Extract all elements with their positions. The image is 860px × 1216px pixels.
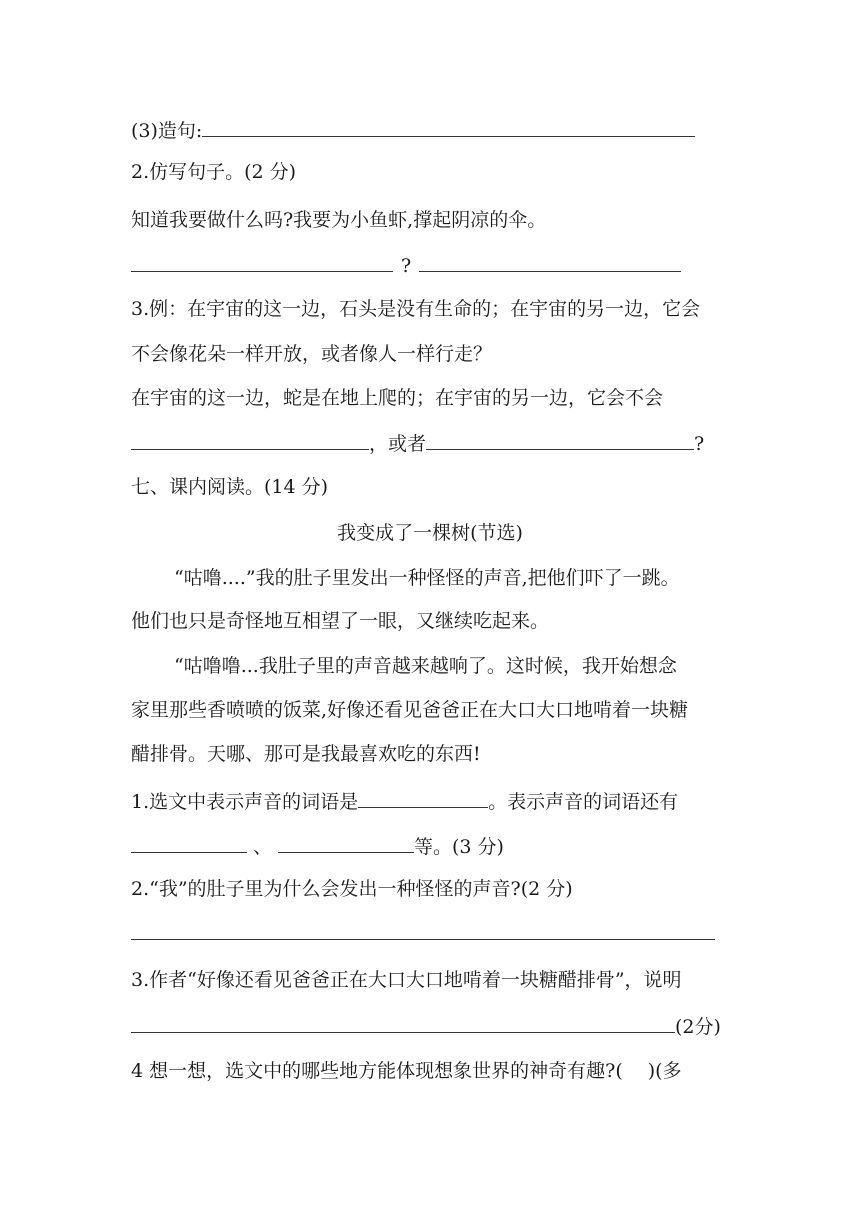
passage-p1-line1: “咕噜....”我的肚子里发出一种怪怪的声音,把他们吓了一跳。 xyxy=(174,567,680,589)
imitate-answer-line xyxy=(131,251,681,279)
question1-end: 等。(3 分) xyxy=(414,836,504,858)
make-sentence-label: (3)造句: xyxy=(131,120,203,142)
example3-line1: 3.例：在宇宙的这一边，石头是没有生命的；在宇宙的另一边，它会 xyxy=(131,298,701,320)
question3-score: (2分) xyxy=(675,1016,721,1038)
question2: 2.“我”的肚子里为什么会发出一种怪怪的声音?(2 分) xyxy=(131,878,573,900)
example3-answer-line xyxy=(131,429,704,457)
question2-answer-line xyxy=(131,919,715,947)
question3: 3.作者“好像还看见爸爸正在大口大口地啃着一块糖醋排骨”，说明 xyxy=(131,969,682,991)
example3-line2: 不会像花朵一样开放，或者像人一样行走？ xyxy=(131,343,493,365)
make-sentence-line xyxy=(131,116,695,144)
example3-end-mark: ? xyxy=(694,433,705,455)
question1-blank-2[interactable] xyxy=(131,832,247,853)
question3-answer-line xyxy=(131,1012,721,1040)
passage-p2-line2: 家里那些香喷喷的饭菜,好像还看见爸爸正在大口大口地啃着一块糖 xyxy=(131,699,689,721)
passage-p1-line2: 他们也只是奇怪地互相望了一眼，又继续吃起来。 xyxy=(131,610,550,632)
imitate-question-mark: ? xyxy=(401,255,412,277)
question3-blank[interactable] xyxy=(131,1012,675,1033)
imitate-example: 知道我要做什么吗?我要为小鱼虾,撑起阴凉的伞。 xyxy=(131,209,547,231)
imitate-heading: 2.仿写句子。(2 分) xyxy=(131,161,297,183)
question1-text-b: 。表示声音的词语还有 xyxy=(488,791,679,813)
example3-blank-1[interactable] xyxy=(131,429,369,450)
section7-heading: 七、课内阅读。(14 分) xyxy=(131,476,329,498)
example3-blank-2[interactable] xyxy=(426,429,694,450)
question1-separator: 、 xyxy=(253,836,273,858)
make-sentence-blank[interactable] xyxy=(202,116,695,137)
question2-blank[interactable] xyxy=(131,919,715,940)
question1-line1 xyxy=(131,787,678,815)
passage-p2-line3: 醋排骨。天哪、那可是我最喜欢吃的东西! xyxy=(131,743,481,765)
question1-blank-3[interactable] xyxy=(278,832,414,853)
imitate-blank-2[interactable] xyxy=(419,251,681,272)
question1-blank-1[interactable] xyxy=(358,787,488,808)
imitate-blank-1[interactable] xyxy=(131,251,393,272)
question1-text-a: 1.选文中表示声音的词语是 xyxy=(131,791,359,813)
passage-p2-line1: “咕噜噜...我肚子里的声音越来越响了。这时候，我开始想念 xyxy=(174,655,677,677)
question4: 4 想一想，选文中的哪些地方能体现想象世界的神奇有趣?( )(多 xyxy=(131,1060,682,1082)
question1-line2 xyxy=(131,832,504,860)
example3-joiner: ，或者 xyxy=(369,433,427,455)
example3-line3: 在宇宙的这一边，蛇是在地上爬的；在宇宙的另一边，它会不会 xyxy=(131,387,664,409)
passage-title: 我变成了一棵树(节选) xyxy=(337,522,523,544)
